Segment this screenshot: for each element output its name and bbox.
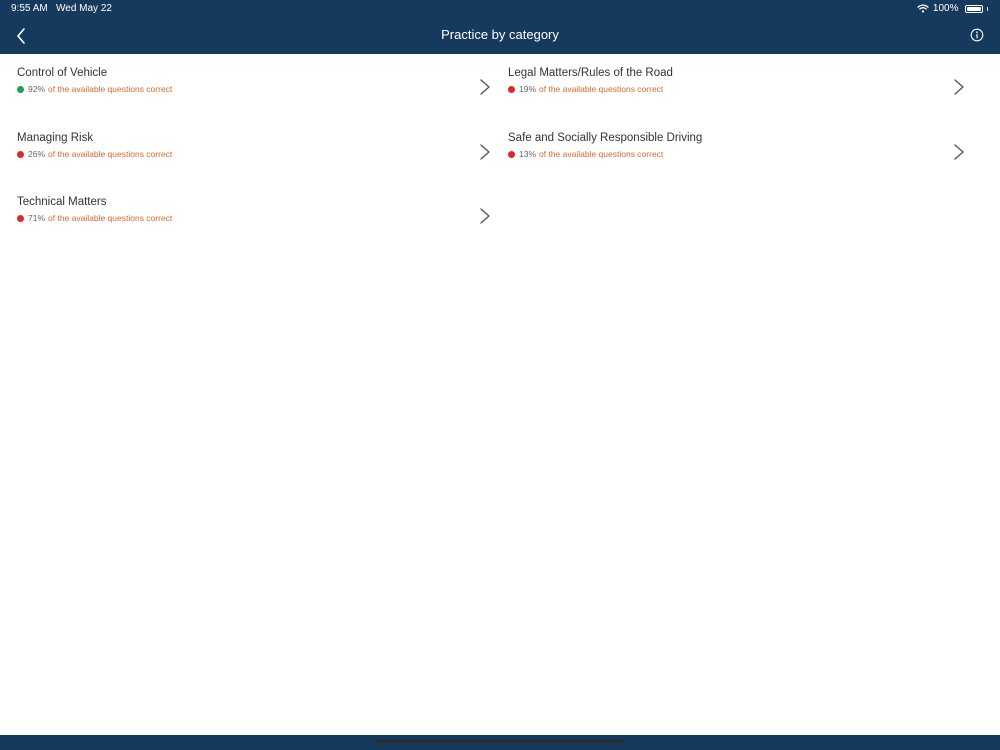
chevron-right-icon (479, 207, 491, 225)
score-percent: 13% (519, 149, 537, 159)
bottom-bar (0, 735, 1000, 750)
status-dot (508, 151, 515, 158)
category-item-control-of-vehicle[interactable] (0, 54, 491, 118)
top-bar (0, 0, 1000, 54)
score-label: of the available questions correct (48, 84, 173, 94)
score-label: of the available questions correct (539, 84, 664, 94)
category-score (17, 84, 172, 94)
score-percent: 92% (28, 84, 46, 94)
category-score (508, 84, 663, 94)
status-bar (0, 0, 1000, 18)
category-item-managing-risk[interactable] (0, 119, 491, 183)
battery-icon (965, 5, 983, 13)
wifi-icon (917, 4, 929, 13)
battery-tip (987, 7, 989, 11)
category-title: Managing Risk (17, 132, 94, 144)
category-item-technical-matters[interactable] (0, 183, 491, 247)
chevron-right-icon (479, 143, 491, 161)
score-label: of the available questions correct (48, 213, 173, 223)
back-button[interactable] (12, 26, 32, 46)
page-title: Practice by category (441, 27, 559, 42)
category-score (508, 149, 663, 159)
status-time: 9:55 AM (11, 3, 48, 14)
category-title: Safe and Socially Responsible Driving (508, 132, 703, 144)
category-score (17, 213, 172, 223)
score-label: of the available questions correct (539, 149, 664, 159)
battery-percent: 100% (932, 3, 959, 14)
status-date: Wed May 22 (56, 3, 112, 14)
score-percent: 19% (519, 84, 537, 94)
chevron-right-icon (479, 78, 491, 96)
status-dot (17, 151, 24, 158)
status-indicators (917, 3, 988, 14)
status-dot (17, 86, 24, 93)
category-title: Technical Matters (17, 196, 107, 208)
status-dot (508, 86, 515, 93)
score-percent: 71% (28, 213, 46, 223)
status-dot (17, 215, 24, 222)
category-item-safe-driving[interactable] (491, 119, 982, 183)
score-label: of the available questions correct (48, 149, 173, 159)
category-title: Legal Matters/Rules of the Road (508, 67, 673, 79)
home-indicator[interactable] (375, 740, 625, 743)
category-title: Control of Vehicle (17, 67, 108, 79)
category-score (17, 149, 172, 159)
info-icon[interactable] (970, 28, 984, 42)
score-percent: 26% (28, 149, 46, 159)
chevron-right-icon (953, 78, 965, 96)
chevron-right-icon (953, 143, 965, 161)
category-item-legal-matters[interactable] (491, 54, 982, 118)
